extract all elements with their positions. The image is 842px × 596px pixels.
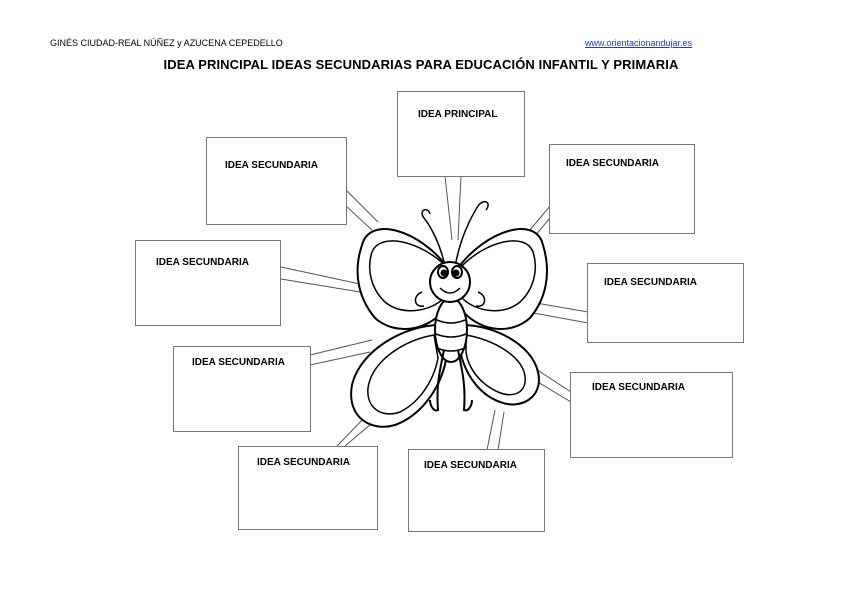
main-idea-label: IDEA PRINCIPAL [418,109,498,120]
secondary-idea-label: IDEA SECUNDARIA [225,160,318,171]
header-authors: GINÉS CIUDAD-REAL NÚÑEZ y AZUCENA CEPEDELLO [50,38,283,48]
page-title: IDEA PRINCIPAL IDEAS SECUNDARIAS PARA EDUCACIÓN INFANTIL Y PRIMARIA [163,57,679,72]
butterfly-icon [351,202,547,427]
secondary-idea-box-lower-left[interactable] [173,346,311,432]
secondary-idea-label: IDEA SECUNDARIA [257,457,350,468]
secondary-idea-box-top-left[interactable] [206,137,347,225]
secondary-idea-box-mid-left[interactable] [135,240,281,326]
secondary-idea-box-top-right[interactable] [549,144,695,234]
website-link[interactable]: www.orientacionandujar.es [585,38,693,48]
secondary-idea-box-bottom-left[interactable] [238,446,378,530]
secondary-idea-box-bottom-middle[interactable] [408,449,545,532]
secondary-idea-label: IDEA SECUNDARIA [156,257,249,268]
secondary-idea-box-mid-right[interactable] [587,263,744,343]
secondary-idea-label: IDEA SECUNDARIA [566,158,659,169]
secondary-idea-box-lower-right[interactable] [570,372,733,458]
secondary-idea-label: IDEA SECUNDARIA [592,382,685,393]
secondary-idea-label: IDEA SECUNDARIA [192,357,285,368]
main-idea-box[interactable] [397,91,525,177]
secondary-idea-label: IDEA SECUNDARIA [424,460,517,471]
secondary-idea-label: IDEA SECUNDARIA [604,277,697,288]
